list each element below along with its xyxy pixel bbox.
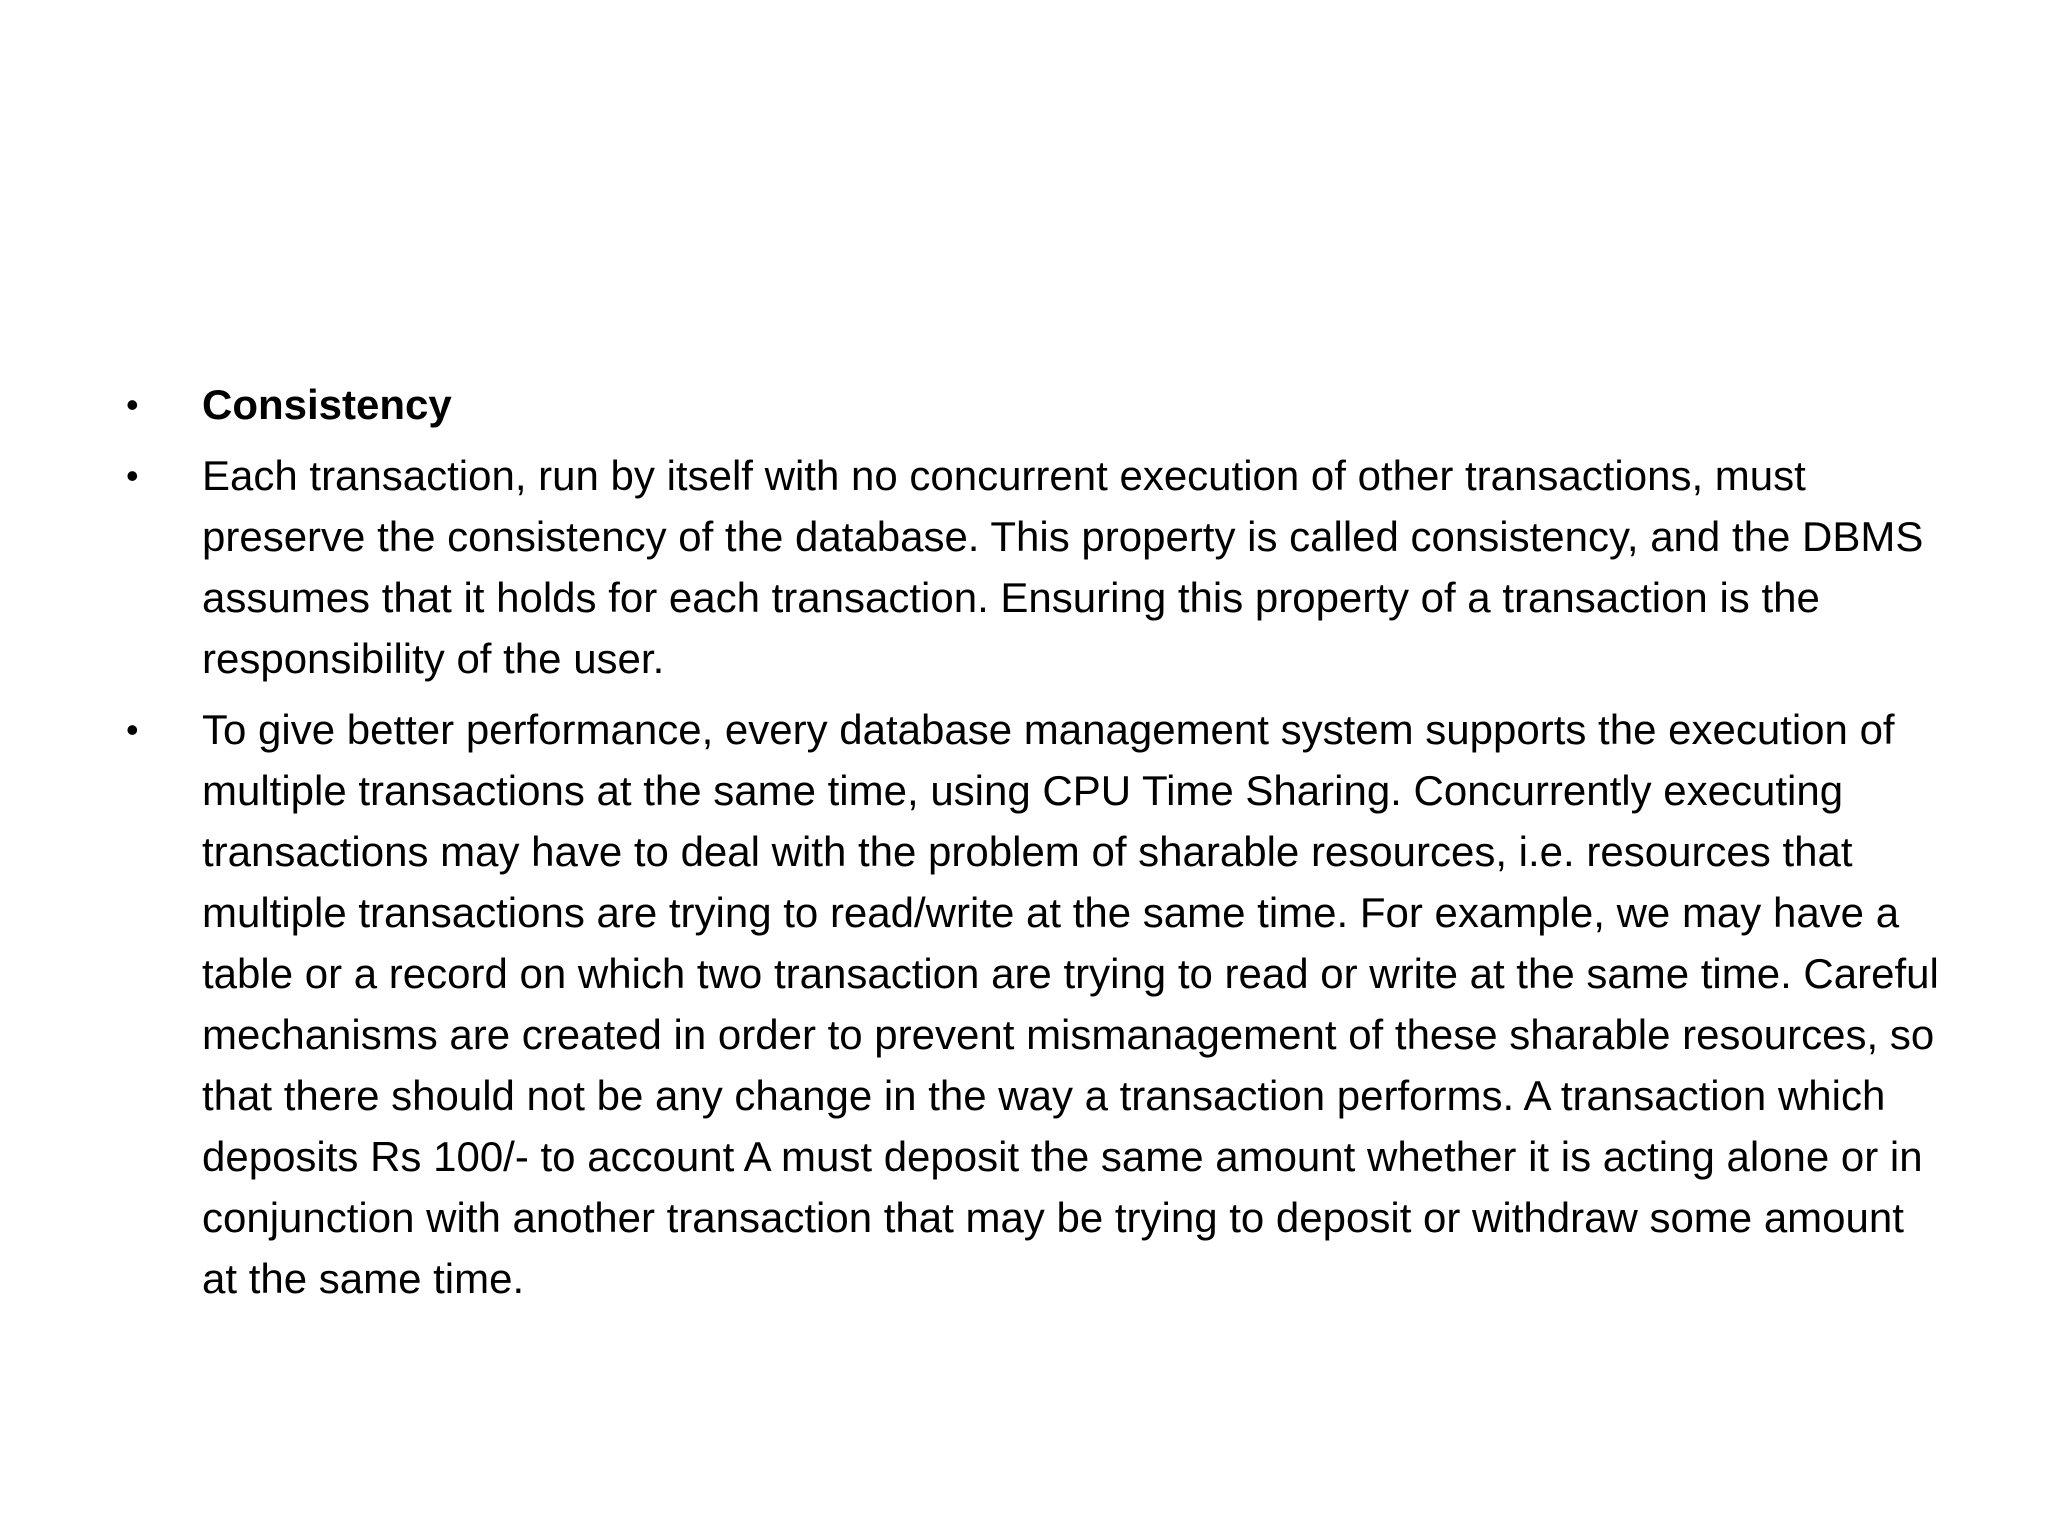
- bullet-item-concurrency-explanation: [120, 699, 1940, 1309]
- bullet-heading-text: Consistency: [202, 381, 452, 428]
- bullet-text: Each transaction, run by itself with no concurrent execution of other transactions, must preserve the consistency of the database. This property is called consistency, and the DBMS assumes that it holds for each transaction. Ensuring this property of a transaction is the responsibility of the user.: [202, 452, 1924, 682]
- bullet-item-heading: [120, 374, 1940, 435]
- bullet-text: To give better performance, every database management system supports the execution of multiple transactions at the same time, using CPU Time Sharing. Concurrently executing transactions may have to deal with the problem of sharable resources, i.e. resources that multiple transactions are trying to read/write at the same time. For example, we may have a table or a record on which two transaction are trying to read or write at the same time. Careful mechanisms are created in order to prevent mismanagement of these sharable resources, so that there should not be any change in the way a transaction performs. A transaction which deposits Rs 100/- to account A must deposit the same amount whether it is acting alone or in conjunction with another transaction that may be trying to deposit or withdraw some amount at the same time.: [202, 706, 1939, 1302]
- bullet-item-consistency-definition: [120, 445, 1940, 689]
- bullet-list: [120, 374, 1940, 1319]
- bullet-icon: •: [126, 709, 139, 750]
- bullet-icon: •: [126, 384, 139, 425]
- bullet-icon: •: [126, 455, 139, 496]
